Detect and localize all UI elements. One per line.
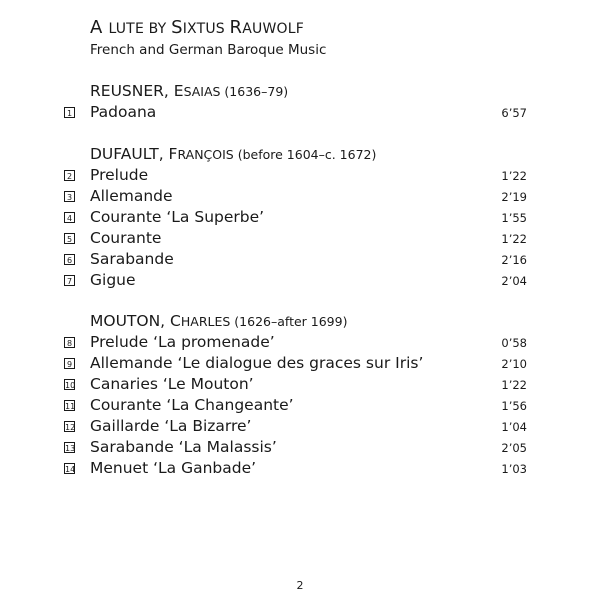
track-number-box: 6 [64, 254, 75, 265]
track-title: Menuet ‘La Ganbade’ [90, 459, 257, 477]
composer-heading: DUFAULT, FRANÇOIS (before 1604–c. 1672) [90, 145, 377, 163]
track-row[interactable] [0, 229, 600, 250]
track-title: Allemande [90, 187, 173, 205]
track-number-box: 14 [65, 465, 76, 474]
track-number-box: 4 [64, 212, 75, 223]
track-number-box: 11 [65, 402, 76, 411]
track-title: Sarabande ‘La Malassis’ [90, 438, 277, 456]
track-row[interactable] [0, 103, 600, 124]
track-row[interactable] [0, 354, 600, 375]
track-row[interactable] [0, 271, 600, 292]
track-title: Sarabande [90, 250, 174, 268]
track-row[interactable] [0, 166, 600, 187]
track-duration: 2’10 [501, 357, 527, 371]
page-number: 2 [296, 579, 304, 592]
track-row[interactable] [0, 250, 600, 271]
track-duration: 1’04 [501, 420, 527, 434]
track-row[interactable] [0, 208, 600, 229]
track-row[interactable] [0, 417, 600, 438]
track-duration: 1’22 [501, 232, 527, 246]
track-number-box: 3 [64, 191, 75, 202]
album-title: A LUTE BY SIXTUS RAUWOLF [90, 17, 304, 38]
track-duration: 6’57 [501, 106, 527, 120]
track-title: Allemande ‘Le dialogue des graces sur Iris’ [90, 354, 424, 372]
composer-heading: REUSNER, ESAIAS (1636–79) [90, 82, 289, 100]
track-duration: 2’04 [501, 274, 527, 288]
album-subtitle: French and German Baroque Music [90, 42, 327, 58]
track-number-box: 5 [64, 233, 75, 244]
track-number-box: 1 [64, 107, 75, 118]
track-title: Prelude [90, 166, 149, 184]
track-number-box: 13 [65, 444, 76, 453]
track-number-box: 10 [65, 381, 76, 390]
track-title: Courante ‘La Changeante’ [90, 396, 294, 414]
track-number-box: 9 [64, 358, 75, 369]
composer-heading: MOUTON, CHARLES (1626–after 1699) [90, 312, 348, 330]
track-duration: 1’03 [501, 462, 527, 476]
track-duration: 1’55 [501, 211, 527, 225]
track-duration: 2’05 [501, 441, 527, 455]
track-title: Padoana [90, 103, 157, 121]
track-row[interactable] [0, 187, 600, 208]
track-row[interactable] [0, 375, 600, 396]
track-row[interactable] [0, 438, 600, 459]
track-title: Gigue [90, 271, 136, 289]
track-duration: 1’22 [501, 169, 527, 183]
track-title: Canaries ‘Le Mouton’ [90, 375, 254, 393]
track-duration: 2’19 [501, 190, 527, 204]
track-number-box: 7 [64, 275, 75, 286]
track-number-box: 12 [65, 423, 76, 432]
track-row[interactable] [0, 333, 600, 354]
track-duration: 1’56 [501, 399, 527, 413]
track-title: Courante ‘La Superbe’ [90, 208, 265, 226]
track-title: Prelude ‘La promenade’ [90, 333, 275, 351]
track-row[interactable] [0, 459, 600, 480]
track-duration: 1’22 [501, 378, 527, 392]
track-duration: 0’58 [501, 336, 527, 350]
track-number-box: 2 [64, 170, 75, 181]
track-number-box: 8 [64, 337, 75, 348]
track-title: Gaillarde ‘La Bizarre’ [90, 417, 252, 435]
track-duration: 2’16 [501, 253, 527, 267]
track-row[interactable] [0, 396, 600, 417]
track-title: Courante [90, 229, 162, 247]
